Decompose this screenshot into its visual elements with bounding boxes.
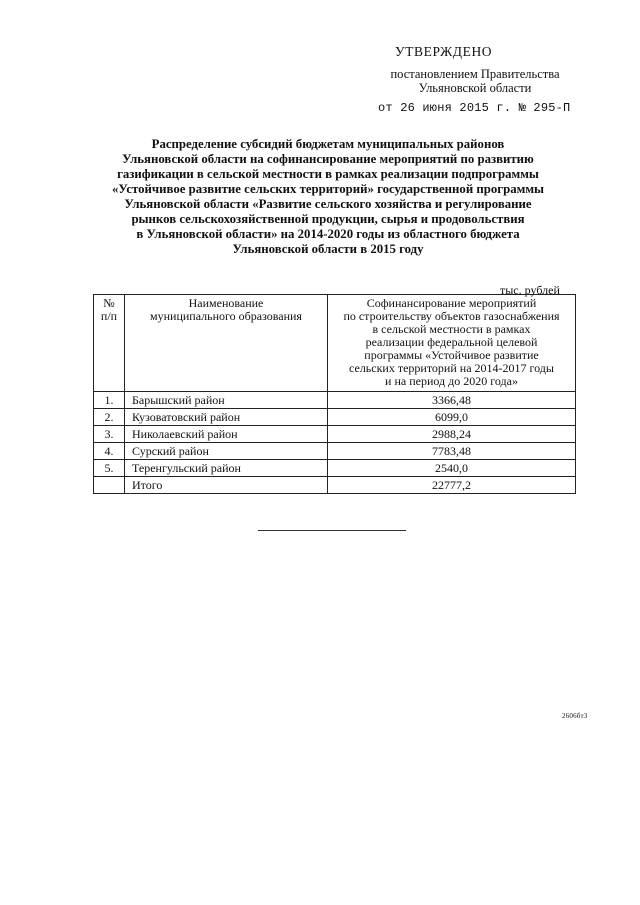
- document-code: 2606бт3: [562, 712, 588, 720]
- document-title: [88, 137, 568, 257]
- row-num: 3.: [94, 426, 125, 443]
- header-amount-line: сельских территорий на 2014-2017 годы: [349, 361, 554, 375]
- row-total-amount: 22777,2: [328, 477, 576, 494]
- table-row: [94, 460, 576, 477]
- row-num: 4.: [94, 443, 125, 460]
- header-amount-line: по строительству объектов газоснабжения: [343, 309, 560, 323]
- table-total-row: [94, 477, 576, 494]
- closing-divider: [258, 530, 406, 531]
- row-amount: 7783,48: [328, 443, 576, 460]
- row-amount: 3366,48: [328, 392, 576, 409]
- row-num: 5.: [94, 460, 125, 477]
- row-district: Николаевский район: [125, 426, 328, 443]
- header-num-line: п/п: [100, 309, 118, 323]
- decree-line-2: Ульяновской области: [418, 81, 532, 95]
- table-row: [94, 426, 576, 443]
- header-name: [125, 295, 328, 392]
- row-district: Сурский район: [125, 443, 328, 460]
- title-line: Ульяновской области на софинансирование мероприятий по развитию: [122, 152, 534, 166]
- table-row: [94, 409, 576, 426]
- title-line: газификации в сельской местности в рамках реализации подпрограммы: [117, 167, 539, 181]
- approved-label: УТВЕРЖДЕНО: [395, 44, 493, 59]
- row-total-label: Итого: [125, 477, 328, 494]
- title-line: «Устойчивое развитие сельских территорий» государственной программы: [111, 182, 545, 196]
- subsidy-table: [93, 294, 576, 494]
- header-name-line: муниципального образования: [150, 309, 302, 323]
- title-line: Распределение субсидий бюджетам муниципальных районов: [151, 137, 505, 151]
- decree-date: от 26 июня 2015 г. № 295-П: [378, 101, 571, 115]
- table-row: [94, 443, 576, 460]
- table-header-row: [94, 295, 576, 392]
- header-num: [94, 295, 125, 392]
- row-amount: 2988,24: [328, 426, 576, 443]
- unit-label: тыс. рублей: [500, 283, 560, 297]
- row-amount: 6099,0: [328, 409, 576, 426]
- decree-line-1: постановлением Правительства: [390, 67, 560, 81]
- header-amount-line: и на период до 2020 года»: [385, 374, 518, 388]
- header-amount-line: Софинансирование мероприятий: [366, 296, 537, 310]
- row-district: Барышский район: [125, 392, 328, 409]
- row-num: 1.: [94, 392, 125, 409]
- row-district: Теренгульский район: [125, 460, 328, 477]
- title-line: Ульяновской области «Развитие сельского хозяйства и регулирование: [124, 197, 532, 211]
- header-num-line: №: [103, 296, 115, 310]
- row-amount: 2540,0: [328, 460, 576, 477]
- table-row: [94, 392, 576, 409]
- header-name-line: Наименование: [188, 296, 264, 310]
- title-line: рынков сельскохозяйственной продукции, сырья и продовольствия: [131, 212, 525, 226]
- header-amount-line: программы «Устойчивое развитие: [364, 348, 539, 362]
- header-amount-line: в сельской местности в рамках: [372, 322, 531, 336]
- title-line: Ульяновской области в 2015 году: [232, 242, 424, 256]
- row-num: [94, 477, 125, 494]
- header-amount: [328, 295, 576, 392]
- row-num: 2.: [94, 409, 125, 426]
- title-line: в Ульяновской области» на 2014-2020 годы из областного бюджета: [136, 227, 520, 241]
- header-amount-line: реализации федеральной целевой: [365, 335, 538, 349]
- row-district: Кузоватовский район: [125, 409, 328, 426]
